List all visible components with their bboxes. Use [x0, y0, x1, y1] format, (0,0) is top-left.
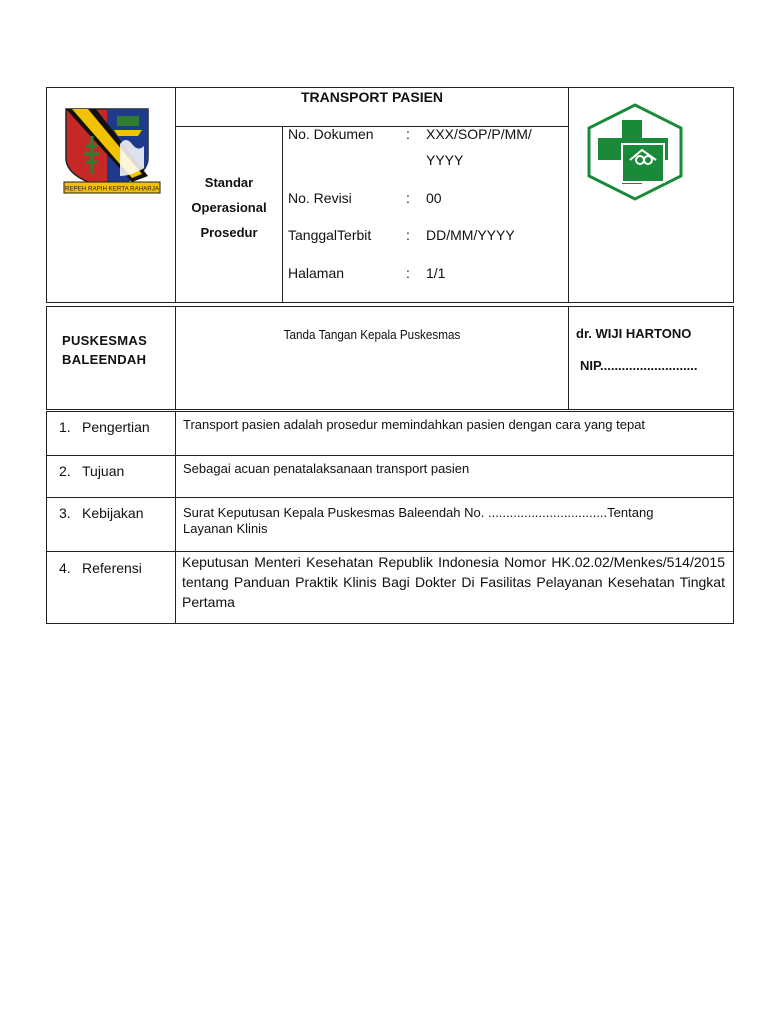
field-separator: :: [406, 126, 410, 142]
head-nip: NIP...........................: [580, 358, 698, 373]
section-text: Transport pasien adalah prosedur memindahkan pasien dengan cara yang tepat: [183, 417, 646, 432]
organization-name: [62, 331, 147, 369]
section-label: Tujuan: [82, 463, 125, 479]
section-text: Keputusan Menteri Kesehatan Republik Indonesia Nomor HK.02.02/Menkes/514/2015 tentang Panduan Praktik Klinis Bagi Dokter Di Fasilitas Pelayanan Kesehatan Tingkat Pertama: [182, 554, 725, 610]
field-value: 00: [426, 190, 442, 206]
organization-line: BALEENDAH: [62, 352, 147, 367]
section-number: 3.: [59, 505, 71, 521]
field-separator: :: [406, 190, 410, 206]
section-number: 4.: [59, 560, 71, 576]
head-name: dr. WIJI HARTONO: [576, 326, 692, 341]
field-separator: :: [406, 265, 410, 281]
organization-line: PUSKESMAS: [62, 333, 148, 348]
sop-label-line: Operasional: [191, 200, 267, 215]
field-value: YYYY: [426, 152, 464, 168]
signature-caption: Tanda Tangan Kepala Puskesmas: [283, 327, 461, 342]
sop-label-line: Prosedur: [200, 225, 258, 240]
sop-label: [176, 170, 282, 245]
field-label: Halaman: [288, 265, 345, 281]
section-number: 1.: [59, 419, 71, 435]
regency-crest-icon: [62, 106, 162, 198]
svg-text:REPEH RAPIH KERTA RAHARJA: REPEH RAPIH KERTA RAHARJA: [65, 185, 159, 193]
field-value: 1/1: [426, 265, 446, 281]
section-label: Referensi: [82, 560, 142, 576]
section-label: Kebijakan: [82, 505, 144, 521]
field-label: No. Revisi: [288, 190, 352, 206]
section-label: Pengertian: [82, 419, 150, 435]
field-separator: :: [406, 227, 410, 243]
field-value: DD/MM/YYYY: [426, 227, 515, 243]
field-label: No. Dokumen: [288, 126, 374, 142]
field-label: TanggalTerbit: [288, 227, 372, 243]
section-text: Surat Keputusan Kepala Puskesmas Baleendah No. .................................Tentang Layanan Klinis: [183, 505, 654, 536]
document-title: TRANSPORT PASIEN: [300, 89, 444, 105]
field-value: XXX/SOP/P/MM/: [426, 126, 532, 142]
section-text: Sebagai acuan penatalaksanaan transport pasien: [183, 461, 470, 476]
section-number: 2.: [59, 463, 71, 479]
puskesmas-logo-icon: [584, 102, 686, 202]
sop-label-line: Standar: [204, 175, 254, 190]
